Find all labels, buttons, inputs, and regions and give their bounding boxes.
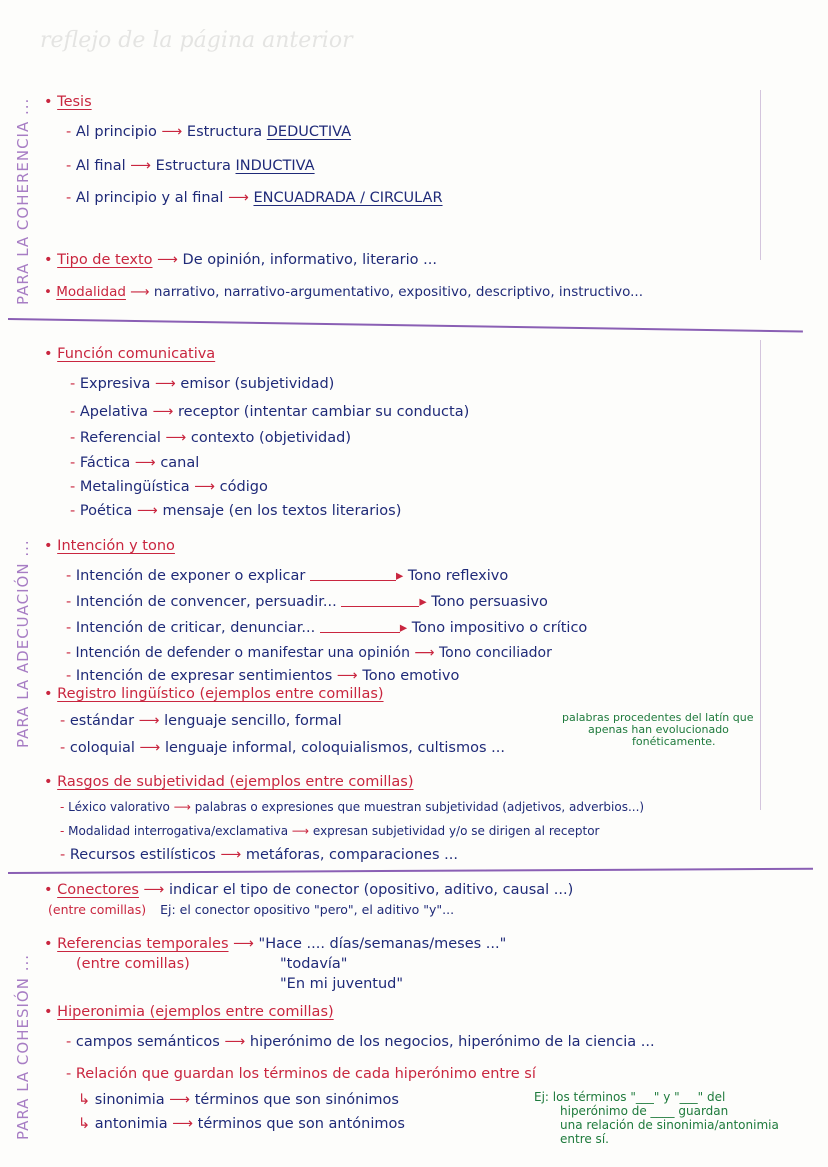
rasgos-row: - Recursos estilísticos ⟶ metáforas, comparaciones ... (60, 847, 458, 863)
faint-margin-line (760, 340, 761, 810)
funcion-row: - Poética ⟶ mensaje (en los textos literarios) (70, 503, 402, 519)
funcion-row: - Apelativa ⟶ receptor (intentar cambiar su conducta) (70, 404, 470, 420)
intencion-row: - Intención de criticar, denunciar... ▸ Tono impositivo o crítico (66, 620, 588, 636)
cultismos-note: palabras procedentes del latín que apenas han evolucionado fonéticamente. (562, 711, 754, 748)
bleed-through-text: reflejo de la página anterior (40, 28, 353, 53)
tipo-texto-line: • Tipo de texto ⟶ De opinión, informativo, literario ... (44, 252, 437, 268)
referencias-line: • Referencias temporales ⟶ "Hace .... días/semanas/meses ..." (44, 936, 507, 952)
funcion-row: - Metalingüística ⟶ código (70, 479, 268, 495)
registro-row: - estándar ⟶ lenguaje sencillo, formal (60, 713, 342, 729)
section-label-cohesion: PARA LA COHESIÓN ... (14, 953, 32, 1140)
tesis-row: - Al principio ⟶ Estructura DEDUCTIVA (66, 124, 352, 140)
rasgos-row: - Léxico valorativo ⟶ palabras o expresiones que muestran subjetividad (adjetivos, adverbios...) (60, 800, 645, 814)
tesis-row: - Al principio y al final ⟶ ENCUADRADA / CIRCULAR (66, 190, 443, 206)
hiperonimia-heading: • Hiperonimia (ejemplos entre comillas) (44, 1004, 334, 1020)
conectores-sub: (entre comillas) Ej: el conector opositivo "pero", el aditivo "y"... (48, 902, 455, 917)
funcion-row: - Expresiva ⟶ emisor (subjetividad) (70, 376, 335, 392)
intencion-row: - Intención de expresar sentimientos ⟶ Tono emotivo (66, 668, 460, 684)
referencias-example: "En mi juventud" (280, 976, 404, 992)
section-label-adecuacion: PARA LA ADECUACIÓN ... (14, 539, 32, 748)
sinonimia-row: ↳ sinonimia ⟶ términos que son sinónimos (78, 1092, 399, 1108)
modalidad-line: • Modalidad ⟶ narrativo, narrativo-argumentativo, expositivo, descriptivo, instructivo... (44, 284, 643, 300)
intencion-row: - Intención de defender o manifestar una opinión ⟶ Tono conciliador (66, 645, 552, 661)
referencias-sub: (entre comillas) (76, 956, 190, 972)
hiperonimia-note: Ej: los términos "___" y "___" del hiperónimo de ____ guardan una relación de sinonimia/antonimia entre sí. (534, 1090, 779, 1146)
intencion-row: - Intención de exponer o explicar ▸ Tono reflexivo (66, 568, 509, 584)
rasgos-row: - Modalidad interrogativa/exclamativa ⟶ expresan subjetividad y/o se dirigen al receptor (60, 824, 600, 838)
registro-row: - coloquial ⟶ lenguaje informal, coloquialismos, cultismos ... (60, 740, 505, 756)
referencias-example: "todavía" (280, 956, 348, 972)
conectores-line: • Conectores ⟶ indicar el tipo de conector (opositivo, aditivo, causal ...) (44, 882, 574, 898)
funcion-heading: • Función comunicativa (44, 346, 216, 362)
intencion-row: - Intención de convencer, persuadir... ▸ Tono persuasivo (66, 594, 548, 610)
tesis-heading: • Tesis (44, 94, 92, 110)
hiperonimia-relacion: - Relación que guardan los términos de cada hiperónimo entre sí (66, 1066, 536, 1082)
funcion-row: - Referencial ⟶ contexto (objetividad) (70, 430, 351, 446)
rasgos-heading: • Rasgos de subjetividad (ejemplos entre comillas) (44, 774, 414, 790)
antonimia-row: ↳ antonimia ⟶ términos que son antónimos (78, 1116, 405, 1132)
registro-heading: • Registro lingüístico (ejemplos entre comillas) (44, 686, 384, 702)
faint-margin-line (760, 90, 761, 260)
intencion-heading: • Intención y tono (44, 538, 175, 554)
hiperonimia-campos: - campos semánticos ⟶ hiperónimo de los negocios, hiperónimo de la ciencia ... (66, 1034, 655, 1050)
tesis-row: - Al final ⟶ Estructura INDUCTIVA (66, 158, 315, 174)
funcion-row: - Fáctica ⟶ canal (70, 455, 200, 471)
section-divider (8, 868, 813, 874)
section-divider (8, 318, 803, 332)
section-label-coherencia: PARA LA COHERENCIA ... (14, 97, 32, 305)
